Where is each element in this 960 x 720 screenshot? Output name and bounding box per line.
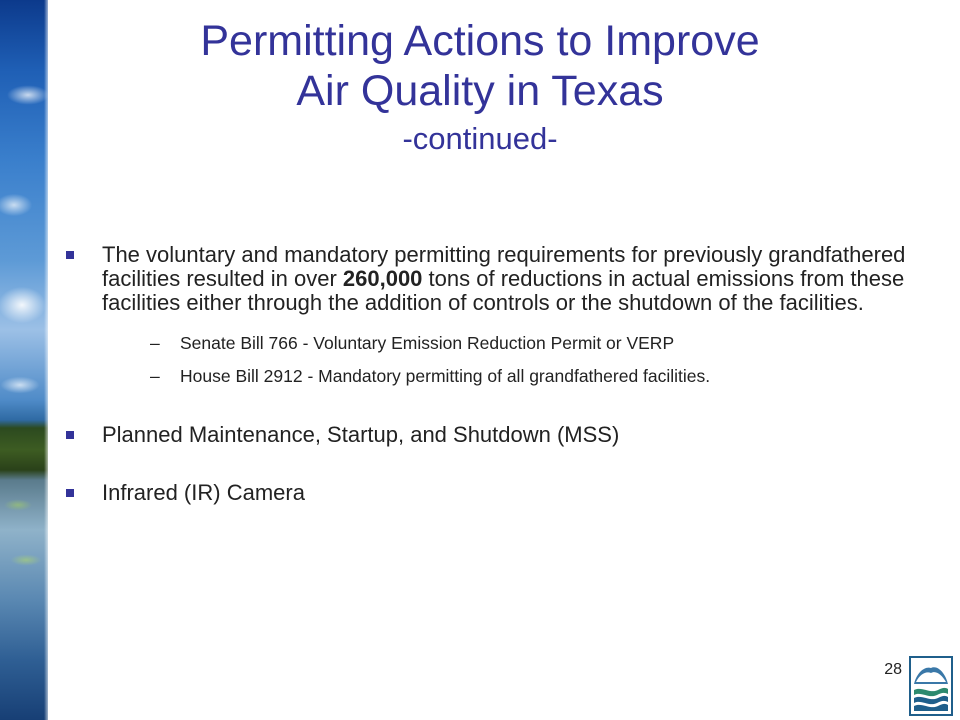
bullet-text-after: tons of reductions in actual emissions from these facilities either through the addition of controls or the shutdown of the facilities. xyxy=(102,266,905,315)
sub-bullet-list xyxy=(150,333,907,386)
slide-title xyxy=(60,16,900,160)
bullet-item-ir-camera xyxy=(66,481,916,505)
bullet-text xyxy=(102,243,907,315)
bullet-text: Infrared (IR) Camera xyxy=(102,480,305,505)
bullet-text: Planned Maintenance, Startup, and Shutdown (MSS) xyxy=(102,422,620,447)
dash-bullet-icon: – xyxy=(150,366,160,386)
bullet-highlight-value: 260,000 xyxy=(342,266,423,291)
bullet-text-before: The voluntary and mandatory permitting requirements for previously grandfathered facilities resulted in over xyxy=(102,242,906,291)
sub-bullet-text: House Bill 2912 - Mandatory permitting of all grandfathered facilities. xyxy=(180,366,711,386)
side-photo-strip xyxy=(0,0,48,720)
bullet-body xyxy=(102,243,907,399)
title-line-2: Air Quality in Texas xyxy=(296,67,664,115)
slide-subtitle: -continued- xyxy=(402,121,558,156)
agency-logo-icon xyxy=(909,656,953,716)
square-bullet-icon xyxy=(66,251,74,259)
sub-bullet-item xyxy=(150,366,907,386)
slide-content xyxy=(66,243,916,505)
bullet-item-mss xyxy=(66,423,916,447)
dash-bullet-icon: – xyxy=(150,333,160,353)
sub-bullet-text: Senate Bill 766 - Voluntary Emission Reduction Permit or VERP xyxy=(180,333,675,353)
title-line-1: Permitting Actions to Improve xyxy=(200,17,760,65)
sub-bullet-item xyxy=(150,333,907,353)
bullet-item-grandfathered xyxy=(66,243,916,399)
square-bullet-icon xyxy=(66,489,74,497)
page-number: 28 xyxy=(884,661,902,678)
square-bullet-icon xyxy=(66,431,74,439)
